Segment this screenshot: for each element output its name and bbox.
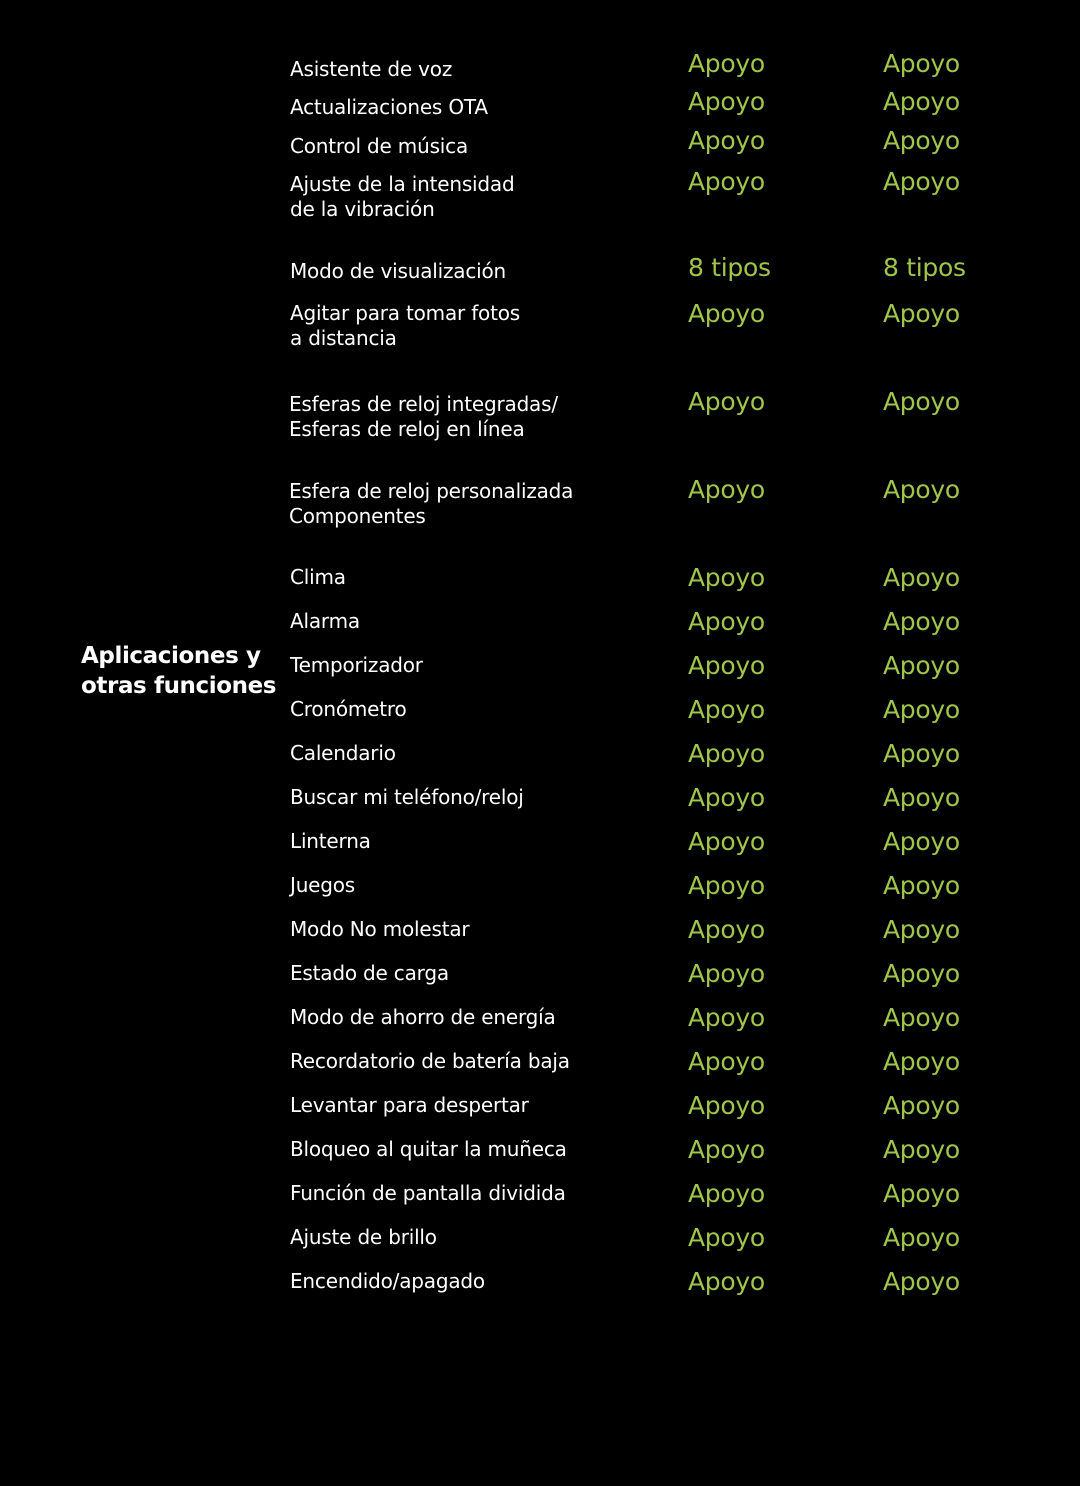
model2-value: Apoyo <box>883 827 960 856</box>
model1-value: Apoyo <box>688 915 765 944</box>
model1-value: Apoyo <box>688 1047 765 1076</box>
feature-name: Bloqueo al quitar la muñeca <box>290 1137 567 1161</box>
feature-name: Encendido/apagado <box>290 1269 485 1293</box>
model2-value: Apoyo <box>883 1047 960 1076</box>
model2-value: Apoyo <box>883 1091 960 1120</box>
model1-value: Apoyo <box>688 739 765 768</box>
feature-name: Agitar para tomar fotos a distancia <box>290 301 520 350</box>
model1-value: Apoyo <box>688 1003 765 1032</box>
model1-value: Apoyo <box>688 651 765 680</box>
model2-value: 8 tipos <box>883 253 966 282</box>
feature-name: Cronómetro <box>290 697 407 721</box>
model2-value: Apoyo <box>883 959 960 988</box>
feature-name: Ajuste de la intensidad de la vibración <box>290 172 515 221</box>
feature-name: Asistente de voz <box>290 57 453 81</box>
model1-value: Apoyo <box>688 871 765 900</box>
model1-value: Apoyo <box>688 959 765 988</box>
feature-name: Esferas de reloj integradas/ Esferas de reloj en línea <box>289 392 558 441</box>
model1-value: Apoyo <box>688 387 765 416</box>
model1-value: Apoyo <box>688 1135 765 1164</box>
feature-name: Función de pantalla dividida <box>290 1181 566 1205</box>
model2-value: Apoyo <box>883 563 960 592</box>
model2-value: Apoyo <box>883 651 960 680</box>
model1-value: Apoyo <box>688 827 765 856</box>
category-label-line2: otras funciones <box>81 673 277 699</box>
model1-value: Apoyo <box>688 87 765 116</box>
category-label-line1: Aplicaciones y <box>81 643 261 669</box>
feature-name: Estado de carga <box>290 961 449 985</box>
model2-value: Apoyo <box>883 49 960 78</box>
model2-value: Apoyo <box>883 871 960 900</box>
feature-name: Buscar mi teléfono/reloj <box>290 785 524 809</box>
model2-value: Apoyo <box>883 1179 960 1208</box>
feature-name: Ajuste de brillo <box>290 1225 437 1249</box>
model2-value: Apoyo <box>883 87 960 116</box>
feature-name: Temporizador <box>290 653 423 677</box>
model2-value: Apoyo <box>883 607 960 636</box>
feature-name: Actualizaciones OTA <box>290 95 488 119</box>
model1-value: Apoyo <box>688 1179 765 1208</box>
feature-name: Modo de ahorro de energía <box>290 1005 556 1029</box>
model2-value: Apoyo <box>883 783 960 812</box>
feature-name: Modo No molestar <box>290 917 470 941</box>
model2-value: Apoyo <box>883 915 960 944</box>
model2-value: Apoyo <box>883 739 960 768</box>
feature-name: Clima <box>290 565 346 589</box>
feature-name: Levantar para despertar <box>290 1093 529 1117</box>
model1-value: Apoyo <box>688 563 765 592</box>
model1-value: Apoyo <box>688 783 765 812</box>
model1-value: Apoyo <box>688 1267 765 1296</box>
model1-value: 8 tipos <box>688 253 771 282</box>
model1-value: Apoyo <box>688 607 765 636</box>
feature-name: Modo de visualización <box>290 259 507 283</box>
model2-value: Apoyo <box>883 126 960 155</box>
model1-value: Apoyo <box>688 299 765 328</box>
feature-name: Recordatorio de batería baja <box>290 1049 570 1073</box>
model1-value: Apoyo <box>688 49 765 78</box>
model2-value: Apoyo <box>883 387 960 416</box>
feature-name: Alarma <box>290 609 360 633</box>
model2-value: Apoyo <box>883 695 960 724</box>
model1-value: Apoyo <box>688 126 765 155</box>
model2-value: Apoyo <box>883 1135 960 1164</box>
model2-value: Apoyo <box>883 299 960 328</box>
model2-value: Apoyo <box>883 1267 960 1296</box>
model1-value: Apoyo <box>688 695 765 724</box>
model1-value: Apoyo <box>688 167 765 196</box>
category-label <box>81 641 281 701</box>
feature-name: Juegos <box>290 873 356 897</box>
model2-value: Apoyo <box>883 1003 960 1032</box>
model2-value: Apoyo <box>883 167 960 196</box>
model1-value: Apoyo <box>688 1223 765 1252</box>
model1-value: Apoyo <box>688 475 765 504</box>
feature-name: Esfera de reloj personalizada Componentes <box>289 479 574 528</box>
feature-name: Control de música <box>290 134 468 158</box>
feature-name: Linterna <box>290 829 371 853</box>
model2-value: Apoyo <box>883 475 960 504</box>
model2-value: Apoyo <box>883 1223 960 1252</box>
model1-value: Apoyo <box>688 1091 765 1120</box>
feature-name: Calendario <box>290 741 396 765</box>
